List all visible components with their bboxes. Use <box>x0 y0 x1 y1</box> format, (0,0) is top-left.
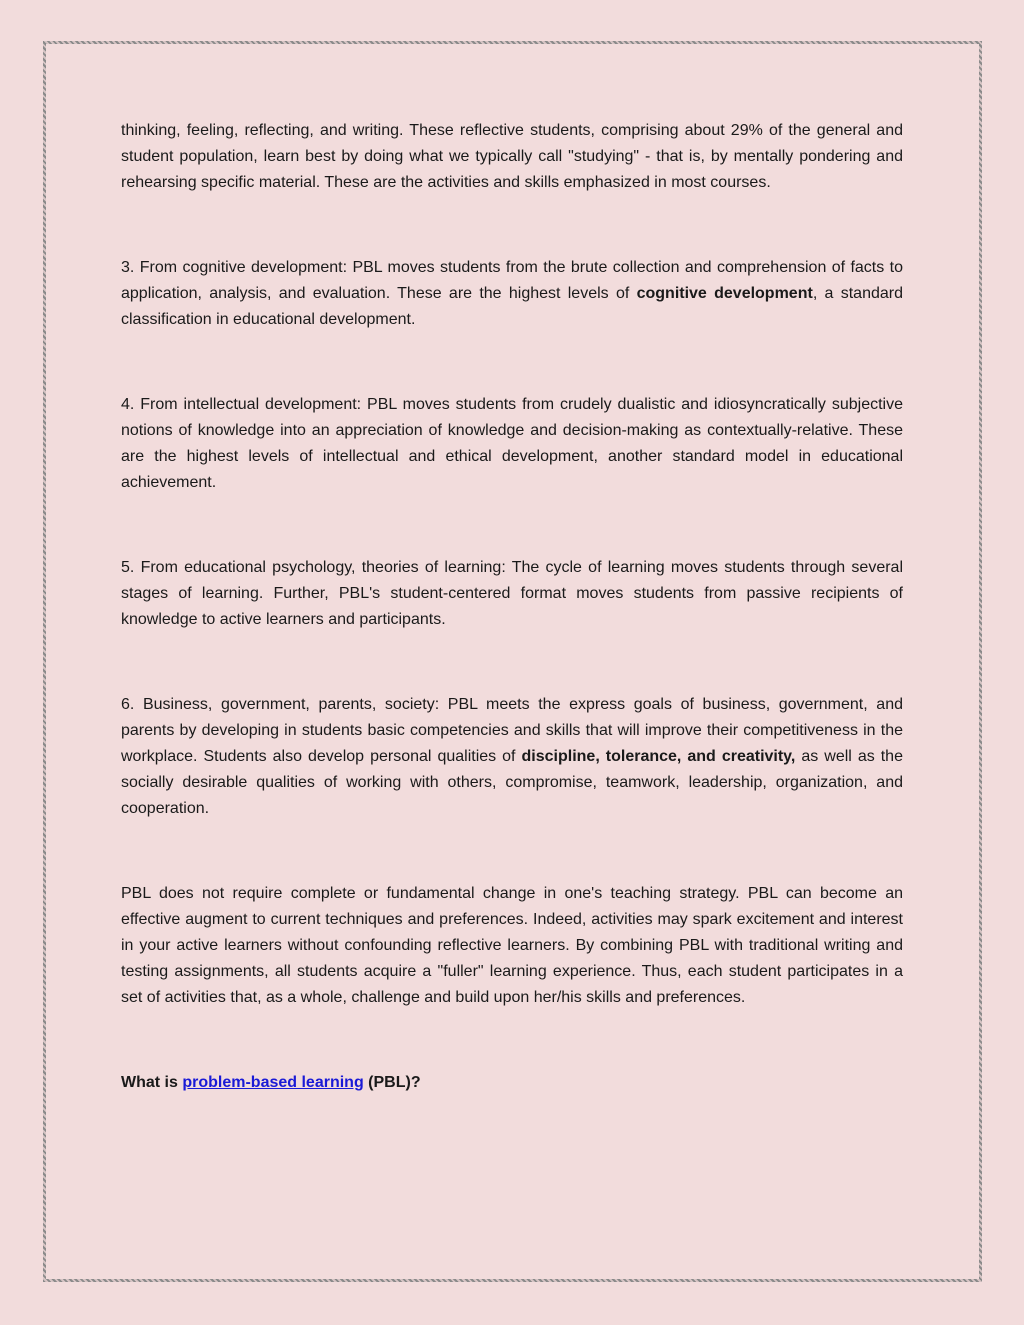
section-heading-question <box>121 1070 903 1096</box>
bold-phrase: cognitive development <box>636 285 813 302</box>
paragraph-text: 3. From cognitive development: PBL moves students from the brute collection and comprehension of facts to application, analysis, and evaluation. These are the highest levels of <box>121 259 903 302</box>
paragraph-pbl-strategy: PBL does not require complete or fundamental change in one's teaching strategy. PBL can become an effective augment to current techniques and preferences. Indeed, activities may spark excitement and interest in your active learners without confounding reflective learners. By combining PBL with traditional writing and testing assignments, all students acquire a "fuller" learning experience. Thus, each student participates in a set of activities that, as a whole, challenge and build upon her/his skills and preferences. <box>121 885 903 1006</box>
bold-phrase: discipline, tolerance, and creativity, <box>521 748 796 765</box>
paragraph-text: as well as the socially desirable qualities of working with others, compromise, teamwork, leadership, organization, and cooperation. <box>121 748 903 817</box>
paragraph-text: 6. Business, government, parents, society: PBL meets the express goals of business, government, and parents by developing in students basic competencies and skills that will improve their competitiveness in the workplace. Students also develop personal qualities of <box>121 696 903 765</box>
heading-suffix: (PBL)? <box>363 1074 421 1091</box>
paragraph-cognitive-development <box>121 255 903 333</box>
problem-based-learning-link[interactable]: problem-based learning <box>182 1074 364 1091</box>
document-body <box>121 118 903 1096</box>
heading-prefix: What is <box>121 1074 183 1091</box>
paragraph-educational-psychology: 5. From educational psychology, theories of learning: The cycle of learning moves students through several stages of learning. Further, PBL's student-centered format moves students from passive recipients of knowledge to active learners and participants. <box>121 559 903 628</box>
paragraph-intellectual-development: 4. From intellectual development: PBL moves students from crudely dualistic and idiosyncratically subjective notions of knowledge into an appreciation of knowledge and decision-making as contextually-relative. These are the highest levels of intellectual and ethical development, another standard model in educational achievement. <box>121 396 903 491</box>
paragraph-business-government <box>121 692 903 822</box>
paragraph-text: , a standard classification in educational development. <box>121 285 904 328</box>
paragraph-reflective-students: thinking, feeling, reflecting, and writing. These reflective students, comprising about 29% of the general and student population, learn best by doing what we typically call "studying" - that is, by mentally pondering and rehearsing specific material. These are the activities and skills emphasized in most courses. <box>121 122 903 191</box>
